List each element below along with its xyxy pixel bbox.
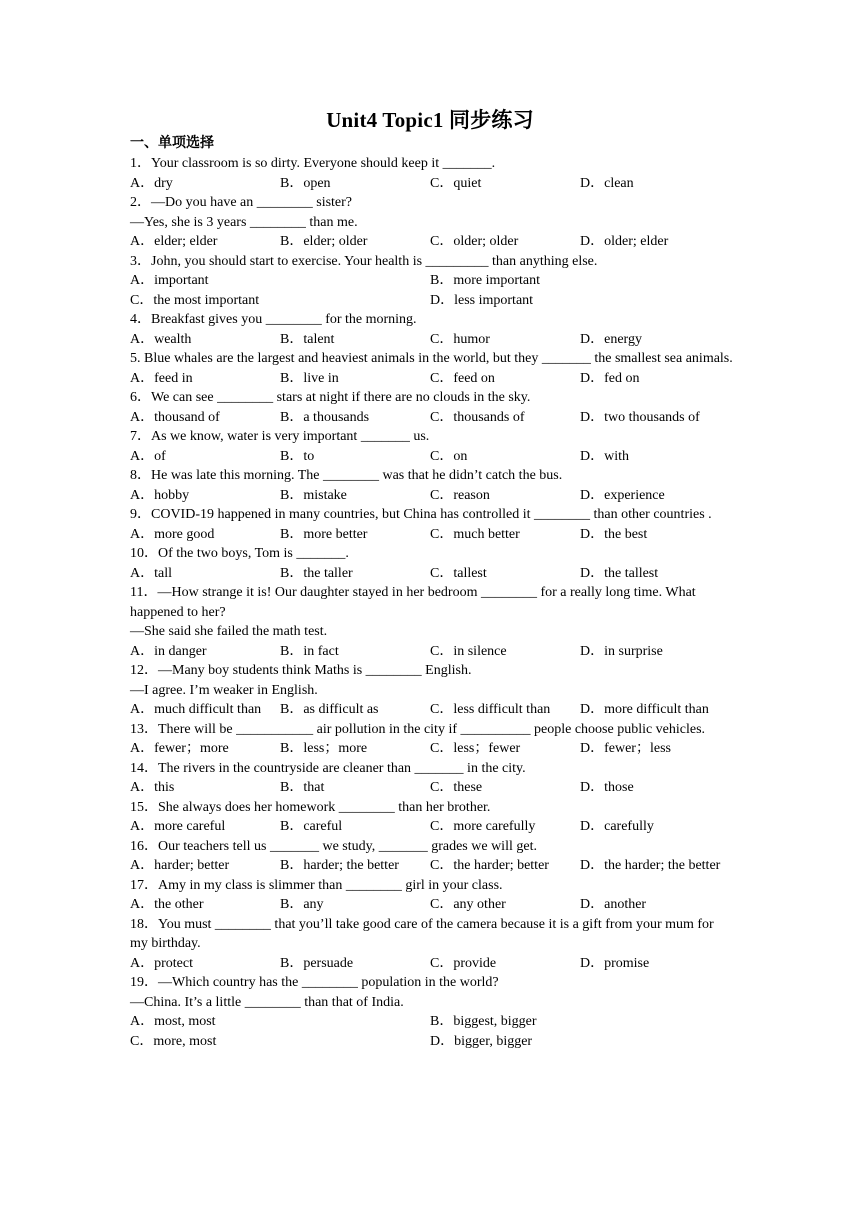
question-stem: 4．Breakfast gives you ________ for the morning. [130, 312, 417, 327]
option-c: C．on [430, 448, 468, 464]
option-c: C．these [430, 780, 483, 795]
option-c: C．more, most [130, 1033, 217, 1049]
question-dialogue-line: —She said she failed the math test. [130, 624, 328, 639]
question-7 [130, 427, 735, 466]
question-9 [130, 505, 735, 544]
option-a: A．feed in [130, 370, 193, 386]
question-stem: 18．You must ________ that you’ll take good care of the camera because it is a gift from your mum for my birthday. [130, 916, 714, 951]
option-b: B．live in [280, 370, 339, 386]
option-b: B．in fact [280, 643, 339, 659]
answer-options [130, 486, 735, 506]
option-c: C．the harder; better [430, 858, 549, 873]
answer-options [130, 1012, 735, 1051]
option-b: B．more important [430, 273, 541, 288]
option-c: C．much better [430, 526, 520, 542]
option-b: B．open [280, 175, 331, 191]
question-8 [130, 466, 735, 505]
answer-options [130, 564, 735, 584]
option-d: D．with [580, 448, 629, 464]
question-stem: 17．Amy in my class is slimmer than ________ girl in your class. [130, 877, 503, 893]
option-a: A．most, most [130, 1014, 216, 1029]
question-stem: 14．The rivers in the countryside are cleaner than _______ in the city. [130, 760, 526, 776]
option-d: D．the tallest [580, 565, 659, 581]
option-a: A．hobby [130, 487, 190, 503]
question-11 [130, 583, 735, 661]
question-stem: 5. Blue whales are the largest and heaviest animals in the world, but they _______ the smallest sea animals. [130, 351, 733, 366]
answer-options [130, 174, 735, 194]
question-1 [130, 154, 735, 193]
page-title: Unit4 Topic1 同步练习 [326, 108, 534, 132]
question-10 [130, 544, 735, 583]
answer-options [130, 447, 735, 467]
question-5 [130, 349, 735, 388]
option-b: B．less；more [280, 741, 368, 756]
option-b: B．as difficult as [280, 702, 379, 717]
option-a: A．much difficult than [130, 702, 262, 717]
option-b: B．a thousands [280, 409, 370, 425]
option-c: C．older; older [430, 234, 519, 249]
question-14 [130, 759, 735, 798]
question-stem: 12．—Many boy students think Maths is ________ English. [130, 663, 472, 678]
question-stem: 2．—Do you have an ________ sister? [130, 195, 353, 210]
question-stem: 6．We can see ________ stars at night if there are no clouds in the sky. [130, 390, 531, 405]
question-dialogue-line: —Yes, she is 3 years ________ than me. [130, 214, 358, 230]
question-stem: 19．—Which country has the ________ population in the world? [130, 975, 499, 990]
option-a: A．fewer；more [130, 741, 229, 756]
option-b: B．to [280, 448, 315, 464]
option-b: B．elder; older [280, 234, 368, 249]
question-stem: 7．As we know, water is very important _______ us. [130, 429, 430, 444]
question-stem: 10．Of the two boys, Tom is _______. [130, 546, 349, 561]
option-d: D．more difficult than [580, 702, 709, 717]
question-12 [130, 661, 735, 720]
option-d: D．those [580, 780, 634, 795]
option-d: D．another [580, 897, 647, 912]
answer-options [130, 700, 735, 720]
option-d: D．promise [580, 955, 650, 971]
question-stem: 1．Your classroom is so dirty. Everyone should keep it _______. [130, 156, 496, 171]
option-c: C．the most important [130, 292, 260, 308]
option-a: A．thousand of [130, 409, 220, 425]
question-stem: 13．There will be ___________ air pollution in the city if __________ people choose public vehicles. [130, 721, 706, 737]
question-19 [130, 973, 735, 1051]
question-17 [130, 876, 735, 915]
option-a: A．this [130, 780, 175, 795]
option-c: C．tallest [430, 565, 487, 581]
answer-options [130, 369, 735, 389]
option-b: B．harder; the better [280, 858, 399, 873]
question-15 [130, 798, 735, 837]
answer-options [130, 642, 735, 662]
option-c: C．in silence [430, 643, 507, 659]
option-d: D．carefully [580, 819, 654, 834]
option-b: B．persuade [280, 955, 354, 971]
option-b: B．more better [280, 526, 368, 542]
option-a: A．harder; better [130, 858, 230, 873]
answer-options [130, 778, 735, 798]
option-b: B．talent [280, 331, 335, 347]
option-d: D．in surprise [580, 643, 663, 659]
option-a: A．elder; elder [130, 234, 218, 249]
answer-options [130, 408, 735, 428]
option-c: C．feed on [430, 370, 495, 386]
option-c: C．more carefully [430, 819, 536, 834]
option-a: A．in danger [130, 643, 207, 659]
answer-options [130, 330, 735, 350]
question-stem: 15．She always does her homework ________ than her brother. [130, 799, 491, 815]
option-d: D．the harder; the better [580, 858, 721, 873]
question-4 [130, 310, 735, 349]
option-c: C．any other [430, 897, 506, 912]
option-a: A．important [130, 273, 209, 288]
option-d: D．older; elder [580, 234, 669, 249]
option-a: A．protect [130, 955, 193, 971]
option-d: D．the best [580, 526, 648, 542]
question-dialogue-line: —China. It’s a little ________ than that of India. [130, 994, 404, 1010]
option-d: D．experience [580, 487, 665, 503]
answer-options [130, 271, 735, 310]
option-d: D．fewer；less [580, 741, 671, 756]
option-c: C．humor [430, 331, 490, 347]
option-a: A．more good [130, 526, 215, 542]
option-d: D．less important [430, 292, 534, 308]
option-a: A．tall [130, 565, 172, 581]
option-d: D．two thousands of [580, 409, 700, 425]
question-list [130, 154, 735, 1051]
option-d: D．clean [580, 175, 634, 191]
question-18 [130, 915, 735, 974]
answer-options [130, 954, 735, 974]
answer-options [130, 817, 735, 837]
option-c: C．thousands of [430, 409, 525, 425]
option-a: A．more careful [130, 819, 226, 834]
answer-options [130, 739, 735, 759]
answer-options [130, 895, 735, 915]
option-b: B．careful [280, 819, 343, 834]
option-a: A．dry [130, 175, 173, 191]
option-b: B．the taller [280, 565, 353, 581]
question-stem: 3．John, you should start to exercise. Your health is _________ than anything else. [130, 253, 598, 269]
question-stem: 8．He was late this morning. The ________ was that he didn’t catch the bus. [130, 468, 563, 483]
option-a: A．of [130, 448, 166, 464]
option-c: C．less difficult than [430, 702, 551, 717]
question-dialogue-line: —I agree. I’m weaker in English. [130, 682, 318, 698]
question-13 [130, 720, 735, 759]
option-a: A．the other [130, 897, 204, 912]
question-2 [130, 193, 735, 252]
option-c: C．provide [430, 955, 497, 971]
question-3 [130, 252, 735, 311]
option-a: A．wealth [130, 331, 192, 347]
answer-options [130, 856, 735, 876]
option-b: B．mistake [280, 487, 347, 503]
option-b: B．any [280, 897, 324, 912]
option-d: D．fed on [580, 370, 640, 386]
question-6 [130, 388, 735, 427]
question-16 [130, 837, 735, 876]
answer-options [130, 525, 735, 545]
option-d: D．bigger, bigger [430, 1033, 533, 1049]
question-stem: 11．—How strange it is! Our daughter stayed in her bedroom ________ for a really long time. What happened to her? [130, 585, 696, 620]
question-stem: 9．COVID-19 happened in many countries, but China has controlled it ________ than other countries . [130, 507, 712, 522]
question-stem: 16．Our teachers tell us _______ we study, _______ grades we will get. [130, 838, 537, 854]
option-b: B．that [280, 780, 325, 795]
option-c: C．less；fewer [430, 741, 521, 756]
option-b: B．biggest, bigger [430, 1014, 537, 1029]
option-c: C．quiet [430, 175, 482, 191]
answer-options [130, 232, 735, 252]
section-heading: 一、单项选择 [130, 135, 214, 151]
option-d: D．energy [580, 331, 642, 347]
option-c: C．reason [430, 487, 490, 503]
